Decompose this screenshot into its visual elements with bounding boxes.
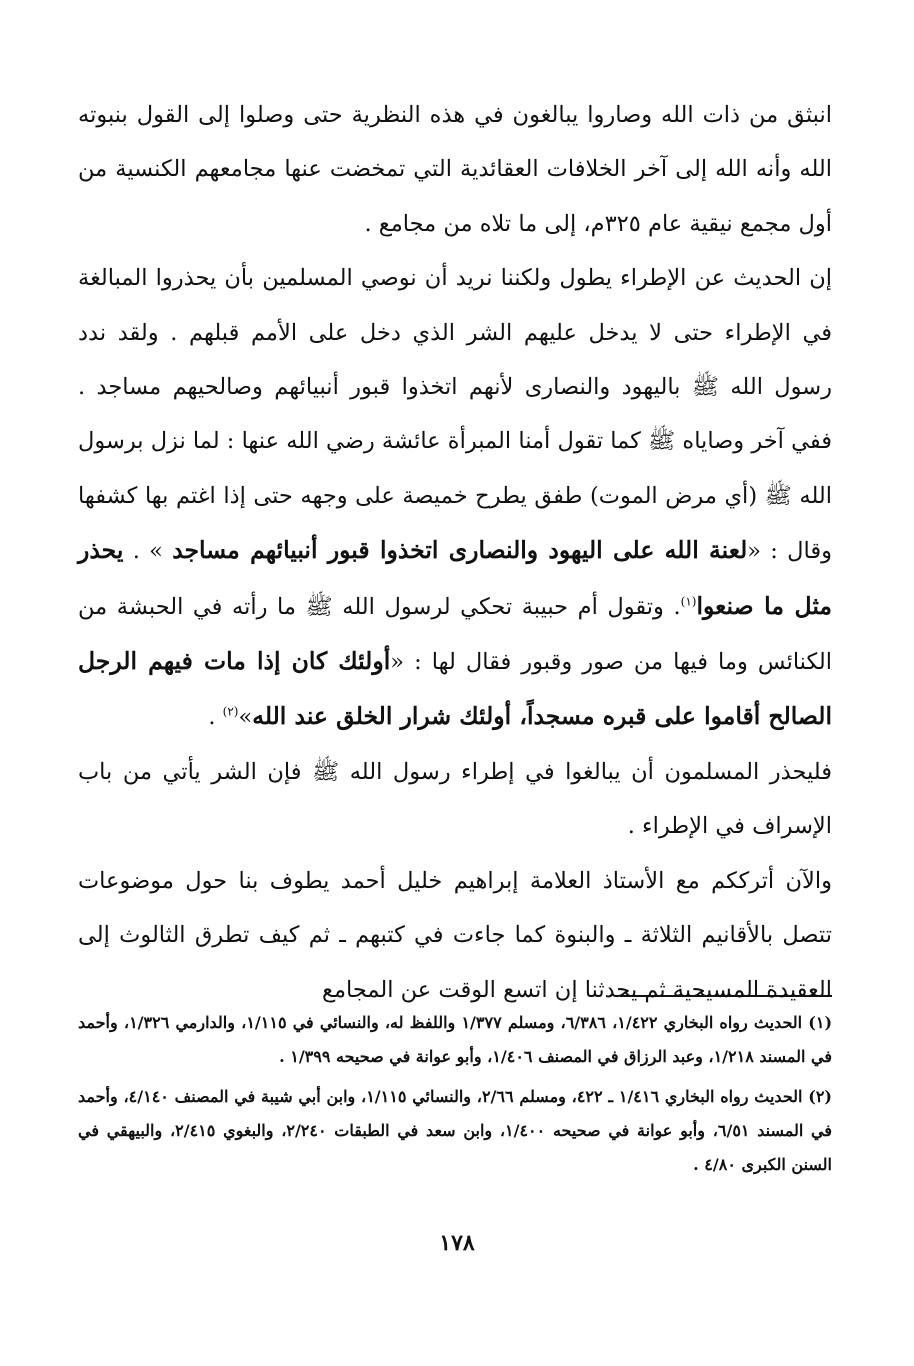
text-segment: انبثق من ذات الله وصاروا يبالغون في هذه النظرية حتى وصلوا إلى القول بنبوته الله وأنه الله إلى آخر الخلافات العقائدية التي تمخضت عنها مجامعهم الكنسية من أول مجمع نيقية عام ٣٢٥م، إلى ما تلاه من مجامع . [78,102,832,237]
text-segment: إن الحديث عن الإطراء يطول ولكننا نريد أن نوصي المسلمين بأن يحذروا المبالغة في الإطراء حتى لا يدخل عليهم الشر الذي دخل على الأمم قبلهم . ولقد ندد رسول الله ﷺ باليهود والنصارى لأنهم اتخذوا قبور أنبيائهم وصالحيهم مساجد . ففي آخر وصاياه ﷺ كما تقول أمنا المبرأة عائشة رضي الله عنها : لما نزل برسول الله ﷺ (أي مرض الموت) طفق يطرح خميصة على وجهه حتى إذا اغتم بها كشفها وقال : « [78,265,832,565]
hadith-quote: أولئك كان إذا مات فيهم الرجل الصالح أقاموا على قبره مسجداً، أولئك شرار الخلق عند الله [78,647,832,731]
text-segment: » . [123,538,173,565]
text-segment: . وتقول أم حبيبة تحكي لرسول الله ﷺ ما رأته في الحبشة من الكنائس وما فيها من صور وقبور فقال لها : « [78,593,833,676]
footnote-marker: (١) [680,594,697,609]
footnote-marker: (٢) [222,704,239,719]
footnotes [78,1006,832,1188]
text-segment: فليحذر المسلمون أن يبالغوا في إطراء رسول الله ﷺ فإن الشر يأتي من باب الإسراف في الإطراء . [78,758,832,840]
footnote-divider [620,995,832,997]
text-segment: . [208,704,223,731]
footnote-1: (١) الحديث رواه البخاري ١/٤٢٢، ٦/٣٨٦، ومسلم ١/٣٧٧ واللفظ له، والنسائي في ١/١١٥، والدارمي ١/٣٢٦، وأحمد في المسند ١/٢١٨، وعبد الرزاق في المصنف ١/٤٠٦، وأبو عوانة في صحيحه ١/٣٩٩ . [78,1013,833,1066]
paragraph [78,88,832,251]
paragraph [78,251,832,745]
paragraph [78,745,832,854]
text-segment: » [238,704,253,731]
paragraph [78,854,832,1017]
page-number: ١٧٨ [439,1230,475,1256]
text-segment: والآن أترككم مع الأستاذ العلامة إبراهيم خليل أحمد يطوف بنا حول موضوعات تتصل بالأقانيم الثلاثة ـ والبنوة كما جاءت في كتبهم ـ ثم كيف تطرق الثالوث إلى العقيدة المسيحية ثم يحدثنا إن اتسع الوقت عن المجامع [78,867,832,1003]
footnote-2: (٢) الحديث رواه البخاري ١/٤١٦ ـ ٤٢٢، ومسلم ٢/٦٦، والنسائي ١/١١٥، وابن أبي شيبة في المصنف ٤/١٤٠، وأحمد في المسند ٦/٥١، وأبو عوانة في صحيحه ١/٤٠٠، وابن سعد في الطبقات ٢/٢٤٠، والبغوي ٢/٤١٥، والبيهقي في السنن الكبرى ٤/٨٠ . [78,1087,833,1174]
hadith-quote: لعنة الله على اليهود والنصارى اتخذوا قبور أنبيائهم مساجد [172,536,748,565]
main-text [78,88,832,1017]
hadith-quote: يحذر مثل ما صنعوا [78,536,832,620]
